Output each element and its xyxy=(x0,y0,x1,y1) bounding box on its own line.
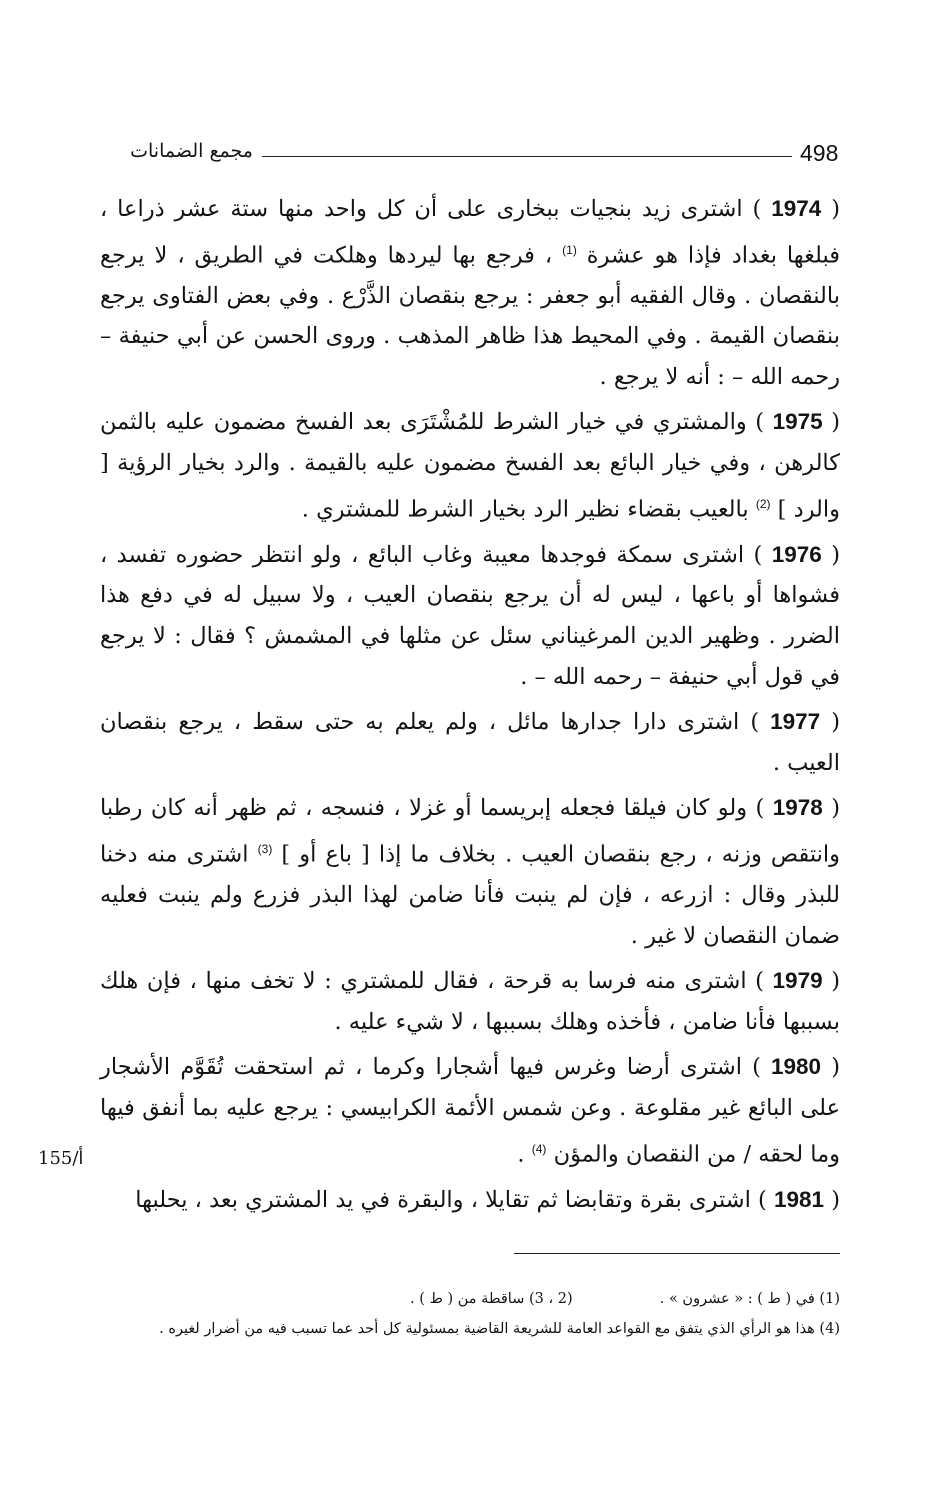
footnotes xyxy=(96,1284,840,1344)
header-rule xyxy=(262,156,792,157)
footnote-rule xyxy=(514,1253,840,1254)
paragraph-1978: ( 1978 ) ولو كان فيلقا فجعله إبريسما أو غزلا ، فنسجه ، ثم ظهر أنه كان رطبا وانتقص وزنه ، رجع بنقصان العيب . بخلاف ما إذا [ باع أو ] $^{(3)}$ اشترى منه دخنا للبذر وقال : ازرعه ، فإن لم ينبت فأنا ضامن لهذا البذر فزرع ولم ينبت فعليه ضمان النقصان لا غير . xyxy=(100,795,840,949)
paragraph-1975: ( 1975 ) والمشتري في خيار الشرط للمُشْتَرَى بعد الفسخ مضمون عليه بالثمن كالرهن ، وفي خيار البائع بعد الفسخ مضمون عليه بالقيمة . والرد بخيار الرؤية [ والرد ] $^{(2)}$ بالعيب بقضاء نظير الرد بخيار الشرط للمشتري . xyxy=(100,409,841,523)
body-text xyxy=(100,189,840,1225)
paragraph-1977: ( 1977 ) اشترى دارا جدارها مائل ، ولم يعلم به حتى سقط ، يرجع بنقصان العيب . xyxy=(100,709,840,776)
paragraph-1980: ( 1980 ) اشترى أرضا وغرس فيها أشجارا وكرما ، ثم استحقت تُقَوَّم الأشجار على البائع غير مقلوعة . وعن شمس الأئمة الكرابيسي : يرجع عليه بما أنفق فيها وما لحقه / من النقصان والمؤن $^{(4)}$ . xyxy=(100,1054,840,1168)
page-number: 498 xyxy=(800,140,839,166)
margin-folio-note: 155/أ xyxy=(38,1148,84,1169)
paragraph-1981: ( 1981 ) اشترى بقرة وتقابضا ثم تقايلا ، والبقرة في يد المشتري بعد ، يحلبها xyxy=(135,1186,840,1213)
footnote-4: (4) هذا هو الرأي الذي يتفق مع القواعد العامة للشريعة القاضية بمسئولية كل أحد عما تسبب فيه من أضرار لغيره . xyxy=(159,1321,840,1337)
running-title: مجمع الضمانات xyxy=(130,140,253,162)
footnote-row-1 xyxy=(410,1284,840,1314)
paragraph-1974: ( 1974 ) اشترى زيد بنجيات ببخارى على أن كل واحد منها ستة عشر ذراعا ، فبلغها بغداد فإذا هو عشرة $^{(1)}$ ، فرجع بها ليردها وهلكت في الطريق ، لا يرجع بالنقصان . وقال الفقيه أبو جعفر : يرجع بنقصان الذَّرْع . وفي بعض الفتاوى يرجع بنقصان القيمة . وفي المحيط هذا ظاهر المذهب . وروى الحسن عن أبي حنيفة – رحمه الله – : أنه لا يرجع . xyxy=(100,196,840,390)
paragraph-1979: ( 1979 ) اشترى منه فرسا به قرحة ، فقال للمشتري : لا تخف منها ، فإن هلك بسببها فأنا ضامن ، فأخذه وهلك بسببها ، لا شيء عليه . xyxy=(100,968,840,1035)
footnote-1: (1) في ( ط ) : « عشرون » . xyxy=(659,1291,840,1307)
paragraph-1976: ( 1976 ) اشترى سمكة فوجدها معيبة وغاب البائع ، ولو انتظر حضوره تفسد ، فشواها أو باعها ، ليس له أن يرجع بنقصان العيب ، ولا سبيل له في دفع هذا الضرر . وظهير الدين المرغيناني سئل عن مثلها في المشمش ؟ فقال : لا يرجع في قول أبي حنيفة – رحمه الله – . xyxy=(100,541,840,690)
footnote-2-3: (2 ، 3) ساقطة من ( ط ) . xyxy=(410,1291,573,1307)
